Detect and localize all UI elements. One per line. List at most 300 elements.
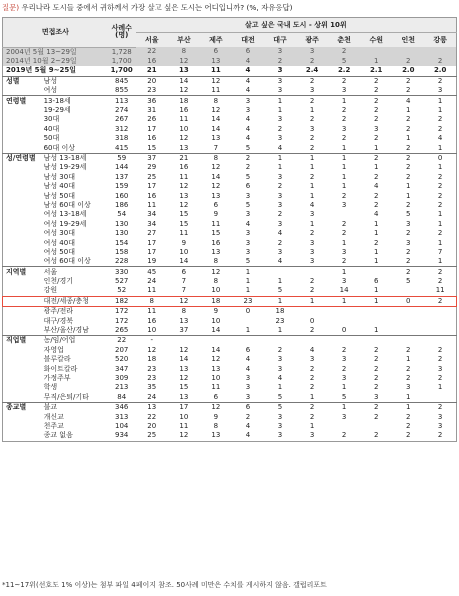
value-cell: 5 bbox=[277, 286, 283, 295]
value-cell: 12 bbox=[211, 106, 221, 115]
value-cell: 14 bbox=[211, 326, 221, 335]
table-row bbox=[3, 393, 457, 403]
value-cell bbox=[392, 286, 424, 296]
value-cell bbox=[360, 336, 392, 346]
question-line bbox=[2, 2, 457, 13]
value-cell: 12 bbox=[179, 345, 189, 354]
value-cell: 2.2 bbox=[328, 66, 360, 76]
header-city: 부산 bbox=[168, 33, 200, 48]
value-cell: 19 bbox=[147, 257, 157, 266]
value-cell: 0 bbox=[341, 326, 347, 335]
value-cell: 7 bbox=[213, 143, 219, 152]
group-label bbox=[3, 393, 41, 403]
value-cell: 10 bbox=[147, 326, 157, 335]
group-label: 성/연령별 bbox=[3, 153, 41, 163]
value-cell: 1 bbox=[341, 143, 347, 152]
value-cell: 12 bbox=[211, 355, 221, 364]
value-cell bbox=[424, 393, 456, 403]
sample-size: 855 bbox=[115, 86, 129, 95]
value-cell: 1 bbox=[309, 421, 315, 430]
value-cell: 13 bbox=[179, 316, 189, 325]
value-cell bbox=[360, 307, 392, 317]
value-cell bbox=[296, 336, 328, 346]
value-cell: 2 bbox=[309, 412, 315, 421]
value-cell: 9 bbox=[213, 412, 219, 421]
value-cell: 11 bbox=[147, 286, 157, 295]
row-label: 여성 60대 이상 bbox=[43, 257, 91, 266]
value-cell bbox=[392, 47, 424, 57]
value-cell: 1 bbox=[437, 210, 443, 219]
row-label: 50대 bbox=[43, 134, 60, 143]
value-cell: 8 bbox=[181, 307, 187, 316]
value-cell: 8 bbox=[200, 153, 232, 163]
value-cell: 3 bbox=[277, 355, 283, 364]
value-cell: 3 bbox=[245, 106, 251, 115]
value-cell: 1 bbox=[360, 57, 392, 66]
row-label: 13-18세 bbox=[41, 96, 108, 106]
value-cell: 2 bbox=[341, 219, 347, 228]
value-cell: 2 bbox=[392, 153, 424, 163]
value-cell: 27 bbox=[147, 229, 157, 238]
value-cell: 31 bbox=[147, 106, 157, 115]
row-label: 개신교 bbox=[43, 412, 64, 421]
group-label bbox=[3, 364, 41, 373]
value-cell: 12 bbox=[179, 200, 189, 209]
value-cell: 6 bbox=[245, 182, 251, 191]
value-cell: 1 bbox=[437, 238, 443, 247]
value-cell: 16 bbox=[211, 238, 221, 247]
sample-size: 52 bbox=[117, 286, 127, 295]
value-cell: 13 bbox=[136, 402, 168, 412]
value-cell: 20 bbox=[136, 76, 168, 86]
table-row bbox=[3, 153, 457, 163]
value-cell: 1 bbox=[264, 96, 296, 106]
value-cell: 14 bbox=[211, 345, 221, 354]
value-cell: 2 bbox=[341, 431, 347, 440]
value-cell: 8 bbox=[213, 257, 219, 266]
table-row bbox=[3, 173, 457, 182]
row-label: 천주교 bbox=[43, 421, 64, 430]
value-cell: 2.0 bbox=[392, 66, 424, 76]
row-label: 블루칼라 bbox=[43, 355, 71, 364]
value-cell: 20 bbox=[147, 421, 157, 430]
value-cell: 1 bbox=[437, 106, 443, 115]
value-cell: 3 bbox=[277, 200, 283, 209]
value-cell: 9 bbox=[213, 307, 219, 316]
group-label bbox=[3, 182, 41, 191]
table-row bbox=[3, 66, 457, 76]
value-cell: 4 bbox=[245, 355, 251, 364]
sample-size: 154 bbox=[115, 238, 129, 247]
value-cell: 4 bbox=[245, 364, 251, 373]
value-cell: 13 bbox=[211, 247, 221, 256]
group-label bbox=[3, 220, 41, 229]
value-cell: 3 bbox=[373, 124, 379, 133]
value-cell: 37 bbox=[136, 153, 168, 163]
value-cell: 2 bbox=[392, 57, 424, 66]
value-cell: 16 bbox=[147, 191, 157, 200]
value-cell bbox=[392, 326, 424, 336]
table-row bbox=[3, 307, 457, 317]
row-label: 여성 40대 bbox=[43, 238, 75, 247]
value-cell: 1 bbox=[309, 219, 315, 228]
value-cell bbox=[360, 47, 392, 57]
value-cell: 25 bbox=[147, 172, 157, 181]
value-cell: 1 bbox=[373, 229, 379, 238]
value-cell: 2 bbox=[277, 210, 283, 219]
row-label: 자영업 bbox=[43, 345, 64, 354]
value-cell: 2 bbox=[406, 373, 411, 382]
value-cell: 23 bbox=[147, 364, 157, 373]
group-label bbox=[3, 286, 41, 296]
value-cell: 4 bbox=[309, 345, 315, 354]
table-row bbox=[3, 383, 457, 392]
row-label: 남성 19-29세 bbox=[43, 163, 87, 172]
group-label: 지역별 bbox=[3, 267, 41, 277]
value-cell: 1 bbox=[328, 402, 360, 412]
value-cell: 7 bbox=[181, 286, 187, 295]
table-row bbox=[3, 163, 457, 172]
group-label bbox=[3, 229, 41, 238]
row-label: 남성 60대 이상 bbox=[43, 200, 91, 209]
value-cell: 12 bbox=[211, 182, 221, 191]
value-cell: 1 bbox=[373, 286, 379, 295]
value-cell: 18 bbox=[147, 355, 157, 364]
value-cell: 12 bbox=[179, 86, 189, 95]
value-cell: 3 bbox=[309, 355, 315, 364]
value-cell: 4 bbox=[245, 219, 251, 228]
sample-size: 130 bbox=[115, 219, 129, 228]
value-cell: 3 bbox=[437, 364, 443, 373]
value-cell: 2 bbox=[373, 172, 379, 181]
header-row-1 bbox=[3, 18, 457, 33]
value-cell bbox=[200, 336, 232, 346]
table-row bbox=[3, 431, 457, 441]
sample-size: 160 bbox=[115, 191, 129, 200]
table-row bbox=[3, 134, 457, 143]
value-cell: 2.1 bbox=[360, 66, 392, 76]
value-cell bbox=[264, 267, 296, 277]
sample-size: 137 bbox=[115, 172, 129, 181]
value-cell bbox=[232, 316, 264, 325]
value-cell: 17 bbox=[147, 247, 157, 256]
value-cell: 2 bbox=[341, 191, 347, 200]
value-cell: 2 bbox=[341, 134, 347, 143]
value-cell: 2 bbox=[309, 364, 315, 373]
table-row bbox=[3, 346, 457, 355]
value-cell: 16 bbox=[179, 106, 189, 115]
value-cell: 3 bbox=[406, 219, 411, 228]
table-row bbox=[3, 402, 457, 412]
value-cell: 10 bbox=[211, 286, 221, 295]
value-cell: 9 bbox=[213, 210, 219, 219]
value-cell: 3 bbox=[341, 124, 347, 133]
row-label: 가정주부 bbox=[43, 373, 71, 382]
value-cell: 1 bbox=[264, 296, 296, 306]
value-cell: 15 bbox=[147, 143, 157, 152]
value-cell: 26 bbox=[147, 115, 157, 124]
table-row bbox=[3, 96, 457, 106]
value-cell: 6 bbox=[213, 200, 219, 209]
value-cell: 3 bbox=[277, 134, 283, 143]
value-cell: 18 bbox=[275, 307, 285, 316]
value-cell: 3 bbox=[341, 412, 347, 421]
table-row bbox=[3, 229, 457, 238]
table-row bbox=[3, 125, 457, 134]
value-cell bbox=[328, 307, 360, 317]
value-cell: 3 bbox=[309, 86, 315, 95]
value-cell: 2 bbox=[232, 153, 264, 163]
value-cell: 1 bbox=[309, 182, 315, 191]
value-cell: 3 bbox=[341, 373, 347, 382]
value-cell: 12 bbox=[179, 134, 189, 143]
value-cell: 4 bbox=[245, 86, 251, 95]
value-cell: 1 bbox=[309, 191, 315, 200]
group-label bbox=[3, 210, 41, 219]
sample-size: 267 bbox=[115, 115, 129, 124]
value-cell: 11 bbox=[211, 219, 221, 228]
value-cell: 2 bbox=[245, 163, 251, 172]
value-cell bbox=[264, 336, 296, 346]
value-cell: 2 bbox=[437, 229, 443, 238]
value-cell: 2 bbox=[406, 86, 411, 95]
value-cell: 14 bbox=[339, 286, 349, 295]
group-label bbox=[3, 422, 41, 431]
value-cell: 3 bbox=[245, 210, 251, 219]
value-cell: 12 bbox=[168, 296, 200, 306]
value-cell: 2 bbox=[406, 257, 411, 266]
row-label: 대구/경북 bbox=[43, 316, 73, 325]
value-cell: 8 bbox=[200, 96, 232, 106]
group-label bbox=[3, 163, 41, 172]
value-cell: 3 bbox=[406, 383, 411, 392]
row-label: 대전/세종/충청 bbox=[41, 296, 108, 306]
value-cell: 2.0 bbox=[424, 66, 456, 76]
value-cell: 3 bbox=[341, 200, 347, 209]
value-cell: 6 bbox=[200, 47, 232, 57]
table-row bbox=[3, 182, 457, 191]
value-cell bbox=[328, 316, 360, 325]
value-cell: 2 bbox=[277, 182, 283, 191]
table-row bbox=[3, 336, 457, 346]
value-cell: 12 bbox=[179, 431, 189, 440]
group-label bbox=[3, 412, 41, 421]
value-cell: 3 bbox=[277, 412, 283, 421]
header-city: 인천 bbox=[392, 33, 424, 48]
sample-size: 934 bbox=[115, 431, 129, 440]
value-cell: 1 bbox=[309, 106, 315, 115]
sample-size: 527 bbox=[115, 277, 129, 286]
value-cell: 2 bbox=[277, 124, 283, 133]
value-cell bbox=[424, 47, 456, 57]
row-label: 불교 bbox=[41, 402, 108, 412]
value-cell: 13 bbox=[168, 66, 200, 76]
value-cell: 3 bbox=[406, 238, 411, 247]
value-cell: 1 bbox=[296, 153, 328, 163]
value-cell: 11 bbox=[147, 200, 157, 209]
value-cell: 1 bbox=[296, 296, 328, 306]
group-label bbox=[3, 431, 41, 441]
question-text: 우리나라 도시들 중에서 귀하께서 가장 살고 싶은 도시는 어디입니까? (%, 자유응답) bbox=[21, 3, 293, 12]
value-cell: 16 bbox=[147, 134, 157, 143]
value-cell: 2 bbox=[424, 402, 456, 412]
value-cell: 1 bbox=[392, 402, 424, 412]
value-cell: 1 bbox=[406, 134, 411, 143]
value-cell: 13 bbox=[200, 57, 232, 66]
value-cell: 2 bbox=[296, 57, 328, 66]
group-label bbox=[3, 248, 41, 257]
value-cell: 11 bbox=[200, 66, 232, 76]
value-cell: 2 bbox=[437, 172, 443, 181]
value-cell: 2 bbox=[437, 277, 443, 286]
value-cell: 24 bbox=[147, 277, 157, 286]
value-cell: 6 bbox=[232, 47, 264, 57]
value-cell: 2 bbox=[373, 134, 379, 143]
value-cell: 5 bbox=[277, 392, 283, 401]
value-cell: 2 bbox=[360, 76, 392, 86]
value-cell bbox=[360, 267, 392, 277]
value-cell: 4 bbox=[309, 200, 315, 209]
value-cell: 3 bbox=[245, 247, 251, 256]
value-cell: 1 bbox=[309, 392, 315, 401]
value-cell: 36 bbox=[136, 96, 168, 106]
value-cell: 13 bbox=[211, 134, 221, 143]
group-label bbox=[3, 134, 41, 143]
value-cell: 2 bbox=[309, 286, 315, 295]
value-cell: 4 bbox=[437, 134, 443, 143]
value-cell: 4 bbox=[245, 431, 251, 440]
group-label: 성별 bbox=[3, 76, 41, 86]
value-cell: 14 bbox=[211, 172, 221, 181]
value-cell: 29 bbox=[147, 163, 157, 172]
value-cell: 1 bbox=[328, 153, 360, 163]
value-cell: 3 bbox=[277, 191, 283, 200]
value-cell: 1 bbox=[328, 296, 360, 306]
value-cell: 2 bbox=[392, 76, 424, 86]
value-cell: - bbox=[136, 336, 168, 346]
value-cell: 15 bbox=[179, 383, 189, 392]
sample-size: 104 bbox=[115, 421, 129, 430]
row-label: 남성 40대 bbox=[43, 182, 75, 191]
value-cell: 1 bbox=[341, 383, 347, 392]
table-row bbox=[3, 326, 457, 336]
sample-size: 1,728 bbox=[108, 47, 136, 57]
value-cell: 3 bbox=[341, 277, 347, 286]
value-cell: 3 bbox=[245, 229, 251, 238]
value-cell bbox=[424, 336, 456, 346]
value-cell: 15 bbox=[179, 210, 189, 219]
value-cell: 2 bbox=[437, 124, 443, 133]
group-label bbox=[3, 125, 41, 134]
value-cell: 12 bbox=[147, 345, 157, 354]
value-cell: 2 bbox=[437, 182, 443, 191]
value-cell: 3 bbox=[245, 373, 251, 382]
value-cell: 3 bbox=[341, 355, 347, 364]
row-label: 무직/은퇴/기타 bbox=[43, 392, 89, 401]
value-cell: 11 bbox=[179, 229, 189, 238]
value-cell bbox=[392, 336, 424, 346]
table-row bbox=[3, 286, 457, 296]
value-cell: 11 bbox=[147, 307, 157, 316]
value-cell: 0 bbox=[424, 153, 456, 163]
row-label: 남성 30대 bbox=[43, 172, 75, 181]
value-cell: 2 bbox=[373, 355, 379, 364]
row-label: 인천/경기 bbox=[43, 277, 73, 286]
table-row bbox=[3, 422, 457, 431]
value-cell: 2 bbox=[424, 267, 456, 277]
value-cell: 3 bbox=[309, 210, 315, 219]
value-cell: 4 bbox=[232, 57, 264, 66]
table-row bbox=[3, 47, 457, 57]
row-label: 종교 없음 bbox=[43, 431, 73, 440]
value-cell: 3 bbox=[309, 257, 315, 266]
value-cell: 6 bbox=[213, 392, 219, 401]
value-cell: 5 bbox=[245, 172, 251, 181]
value-cell: 12 bbox=[179, 373, 189, 382]
value-cell: 37 bbox=[179, 326, 189, 335]
value-cell: 2 bbox=[373, 200, 379, 209]
period-label: 2014년 10월 2~29일 bbox=[3, 57, 108, 66]
value-cell: 2 bbox=[245, 412, 251, 421]
value-cell: 15 bbox=[179, 219, 189, 228]
value-cell: 23 bbox=[232, 296, 264, 306]
period-label: 2019년 5월 9~25일 bbox=[3, 66, 108, 76]
sample-size: 113 bbox=[108, 96, 136, 106]
value-cell: 5 bbox=[245, 143, 251, 152]
value-cell: 3 bbox=[277, 431, 283, 440]
value-cell: 22 bbox=[147, 412, 157, 421]
value-cell bbox=[424, 316, 456, 325]
value-cell: 2 bbox=[309, 277, 315, 286]
value-cell: 16 bbox=[179, 163, 189, 172]
value-cell: 3 bbox=[341, 86, 347, 95]
row-label: 30대 bbox=[43, 115, 60, 124]
value-cell: 3 bbox=[245, 191, 251, 200]
value-cell: 35 bbox=[147, 383, 157, 392]
group-label bbox=[3, 296, 41, 306]
value-cell: 1 bbox=[309, 163, 315, 172]
sample-size: 172 bbox=[115, 307, 129, 316]
value-cell: 2 bbox=[406, 345, 411, 354]
value-cell: 10 bbox=[179, 247, 189, 256]
value-cell bbox=[360, 422, 392, 431]
sample-size: 313 bbox=[115, 412, 129, 421]
question-label: 질문) bbox=[2, 3, 20, 12]
value-cell: 2 bbox=[373, 412, 379, 421]
row-label: 강원 bbox=[43, 286, 58, 295]
value-cell bbox=[392, 316, 424, 325]
header-city: 강릉 bbox=[424, 33, 456, 48]
value-cell: 2 bbox=[296, 76, 328, 86]
value-cell: 23 bbox=[275, 316, 285, 325]
value-cell: 2 bbox=[373, 383, 379, 392]
row-label: 19-29세 bbox=[43, 106, 71, 115]
value-cell: 2 bbox=[406, 247, 411, 256]
group-label bbox=[3, 326, 41, 336]
footnote: *11~17위(선호도 1% 이상)는 첨부 파일 4페이지 참조. 50사례 미만은 수치를 게시하지 않음. 갤럽리포트 bbox=[2, 581, 327, 589]
value-cell: 3 bbox=[232, 96, 264, 106]
table-row bbox=[3, 355, 457, 364]
value-cell: 5 bbox=[245, 257, 251, 266]
value-cell: 1 bbox=[341, 163, 347, 172]
sample-size: 845 bbox=[108, 76, 136, 86]
value-cell: 2 bbox=[437, 191, 443, 200]
value-cell: 4 bbox=[245, 134, 251, 143]
value-cell: 1 bbox=[277, 383, 283, 392]
value-cell: 7 bbox=[181, 277, 187, 286]
value-cell: 1 bbox=[406, 355, 411, 364]
value-cell: 1 bbox=[406, 182, 411, 191]
